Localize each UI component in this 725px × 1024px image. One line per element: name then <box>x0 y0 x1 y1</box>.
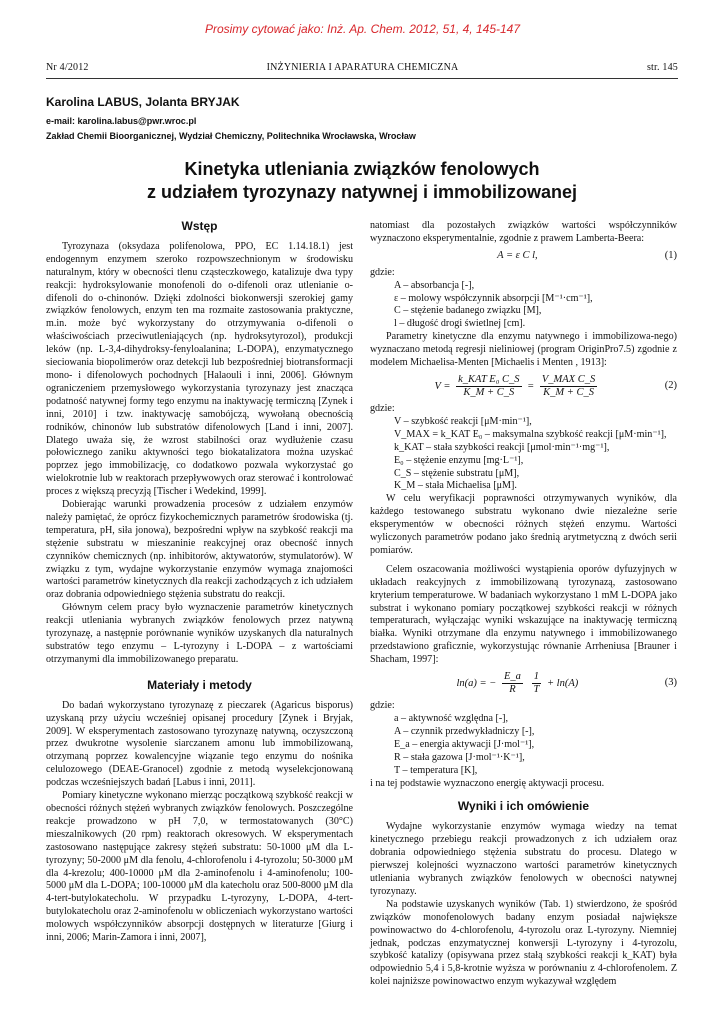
section-heading-results: Wyniki i ich omówienie <box>457 799 590 814</box>
affiliation: Zakład Chemii Bioorganicznej, Wydział Chemiczny, Politechnika Wrocławska, Wrocław <box>46 131 416 141</box>
paragraph: W celu weryfikacji poprawności otrzymywanych wyników, dla każdego testowanego substratu wykonano dwie niezależne serie eksperymentów w obecności różnych stężeń enzymu. Wartości wyliczonych parametrów podano jako średnią arytmetyczną z dwóch serii pomiarów. <box>370 493 677 556</box>
section-heading-methods: Materiały i metody <box>147 677 252 692</box>
paragraph: Celem oszacowania możliwości wystąpienia oporów dyfuzyjnych w układach reakcyjnych z immobilizowaną tyrozynazą, zastosowano kryterium temperaturowe. W badaniach wykorzystano 1 mM L-DOPA jako substrat i wykonano pomiary początkowej szybkości reakcji w różnych temperaturach, wyłączając wyniki wskazujące na inaktywację termiczną białka. Wyniki otrzymane dla enzymu natywnego i immobilizowanego przedstawiono graficznie, wykorzystując równanie Arrheniusa [Brauner i Shacham, 1997]: <box>370 563 677 666</box>
equation-body: V = $\frac{\text{k\_KAT E₀ C\_S}}{K\_M + C\_S}$ = $\frac{\text{V\_MAX C\_S}}{K\_M + C\_S}$ <box>434 373 596 398</box>
paragraph: Pomiary kinetyczne wykonano mierząc początkową szybkość reakcji w obecności różnych stężeń wybranych związków fenolowych. Poszczególne reakcje prowadzono w pH 7,0, w termostatowanych (30°C) mieszalnikowych (20 rpm) reaktorach okresowych. W eksperymentach zastosowano następujące zakresy stężeń substratu: 50-1000 μM dla L-tyrozyny; 50-2000 μM dla fenolu, 4-chlorofenolu i 4-tyrozolu; 50-3000 μM dla 4-krezolu; 400-10000 μM dla 2-aminofenolu i 4-aminofenolu; 100-5000 μM dla L-DOPA; 100-10000 μM dla katecholu oraz 500-8000 μM dla 4-tert-butylokatecholu. W przypadku L-tyrozyny, L-DOPA, 4-tert-butylokatecholu oraz 2-aminofenolu w obliczeniach wykorzystano wartości molowych współczynników absorpcji dostępnych w literaturze [Giurg i inni, 2006; Marin-Zamora i inni, 2007], <box>46 790 353 944</box>
denominator: K_M + C_S <box>463 386 515 398</box>
fraction <box>540 374 597 399</box>
definition-item: K_M – stała Michaelisa [μM]. <box>394 480 517 492</box>
paragraph: Do badań wykorzystano tyrozynazę z pieczarek (Agaricus bisporus) uzyskaną przy użyciu wcześniej opisanej procedury [Zynek i Bryjak, 2009]. W eksperymentach zastosowano tyrozynazę natywną, oczyszczoną przez dwukrotne wysolenie siarczanem amonu lub immobilizowaną, otrzymaną poprzez kowalencyjne wiązanie tego enzymu do nośnika celulozowego (DEAE-Granocel) zgodnie z metodą wyselekcjonowaną podczas wcześniejszych badań [Labus i inni, 2011]. <box>46 699 353 789</box>
definition-item: a – aktywność względna [-], <box>394 713 509 724</box>
page-number: str. 145 <box>646 62 678 73</box>
where-label: gdzie: <box>370 402 395 414</box>
eq3-rhs: + ln(A) <box>546 678 579 689</box>
paragraph: Parametry kinetyczne dla enzymu natywnego i immobilizowa-nego) wyznaczano metodą regresji nieliniowej (program OriginPro7.5) zgodnie z modelem Michaelisa-Menten [Michaelis i Menten , 1913]: <box>370 331 677 369</box>
paragraph: Na podstawie uzyskanych wyników (Tab. 1) stwierdzono, że spośród związków monofenolowych badany enzym posiadał największe powinowactwo do 4-chlorofenolu, 4-tyrozolu oraz L-tyrozyny. Niemniej jednak, podczas enzymatycznej konwersji L-tyrozyny i 4-tyrozolu, szybkość katalizy (opisywana przez stałą szybkości reakcji k_KAT) była odpowiednio 5,4 i 5,8-krotnie wyższa w porównaniu z 4-chlorofenolem. Z kolei najniższe powinowactwo enzym wykazywał względem <box>370 898 677 988</box>
definition-item: A – absorbancja [-], <box>394 279 475 291</box>
numerator: k_KAT E₀ C_S <box>458 373 520 385</box>
equation-number: (3) <box>664 677 677 689</box>
paragraph: Dobierając warunki prowadzenia procesów z udziałem enzymów należy pamiętać, że oprócz fizykochemicznych parametrów środowiska (tj. temperatura, pH, siła jonowa), bezpośredni wpływ na szybkość reakcji ma stężenie substratu w mieszaninie reakcyjnej oraz obecność innych czynników chemicznych (np. inhibitorów, aktywatorów, stymulatorów). W związku z tym, wydajne wykorzystanie enzymów wymaga znajomości wartości parametrów kinetycznych dla reakcji zachodzących z ich udziałem oraz dobrania odpowiedniego stężenia substratu do reakcji. <box>46 499 353 601</box>
fraction <box>502 671 523 696</box>
definition-item: A – czynnik przedwykładniczy [-], <box>394 725 535 737</box>
definition-item: T – temperatura [K], <box>394 764 478 776</box>
equation-number: (2) <box>664 380 677 392</box>
email: e-mail: karolina.labus@pwr.wroc.pl <box>46 116 197 126</box>
equation-2 <box>370 374 677 399</box>
definitions-3 <box>370 713 677 778</box>
definition-item: l – długość drogi świetlnej [cm]. <box>394 318 526 330</box>
numerator: E_a <box>503 671 521 683</box>
equation-body <box>370 671 665 696</box>
paragraph: Tyrozynaza (oksydaza polifenolowa, PPO, EC 1.14.18.1) jest endogennym enzymem szeroko rozpowszechnionym w środowisku naturalnym, który w obecności tlenu cząsteczkowego, katalizuje dwa typy reakcji: hydroksylowanie monofenoli do o-difenoli oraz utlenianie o-difenoli do o-chinonów. Dzięki zdolności biokonwersji szerokiej gamy związków fenolowych, enzym ten ma rozmaite zastosowania praktyczne, m.in. może być wykorzystany do otrzymywania o-difenoli o właściwościach przeciwutleniających (np. hydroksytyrozol), produkcji leków (np. L-3,4-dihydroksy-fenyloalanina; L-DOPA), enzymatycznego sieciowania biopolimerów oraz detekcji lub bezpośredniej biotransformacji mono- i difenolowych pochodnych [Halaouli i inni, 2006]. Głównym ograniczeniem przemysłowego wykorzystania tyrozynazy jest znacząca podatność natywnej formy tego enzymu na inaktywację termiczną [Zynek i inni, 2010] i tzw. inaktywację samobójczą, wywołaną obecnością rodników, chinonów lub substratów difenolowych [Land i inni, 2007]. Dlatego uważa się, że wzrost stabilności oraz wydłużenie czasu połowicznego zaniku aktywności tego biokatalizatora można uzyskać poprzez jego immobilizację, co dodatkowo pozwala wykorzystać go wielokrotnie lub w reaktorach przepływowych oraz sterować i kontrolować proces z większą precyzją [Tischer i Wedekind, 1999]. <box>46 240 353 498</box>
definition-item: V_MAX = k_KAT E₀ – maksymalna szybkość reakcji [μM·min⁻¹], <box>394 428 667 440</box>
paragraph: natomiast dla pozostałych związków wartości współczynników wyznaczono eksperymentalnie, zgodnie z prawem Lamberta-Beera: <box>370 220 677 244</box>
equation-3 <box>370 671 677 696</box>
definition-item: V – szybkość reakcji [μM·min⁻¹], <box>394 415 532 427</box>
eq3-lhs: ln(a) = − <box>456 678 497 689</box>
denominator: K_M + C_S <box>543 386 594 398</box>
numerator: V_MAX C_S <box>541 373 596 385</box>
issue-number: Nr 4/2012 <box>46 62 89 73</box>
numerator: 1 <box>533 671 540 683</box>
title-line-2: z udziałem tyrozynazy natywnej i immobilizowanej <box>146 182 578 202</box>
paragraph: Głównym celem pracy było wyznaczenie parametrów kinetycznych reakcji utleniania wybranych związków fenolowych przez natywną tyrozynazę, a następnie porównanie wyników uzyskanych dla naturalnych substratów tego enzymu – L-tyrozyny i L-DOPA – z wartościami otrzymanymi dla immobilizowanego preparatu. <box>46 602 353 665</box>
fraction <box>456 374 521 399</box>
where-label: gdzie: <box>370 266 395 278</box>
equation-body: A = ε C l, <box>497 249 538 261</box>
journal-name: INŻYNIERIA I APARATURA CHEMICZNA <box>266 62 459 73</box>
definition-item: E₀ – stężenie enzymu [mg·L⁻¹], <box>394 454 524 466</box>
header-rule <box>46 78 678 79</box>
section-heading-intro: Wstęp <box>181 219 218 233</box>
equation-number: (1) <box>664 249 677 261</box>
denominator: R <box>509 684 516 696</box>
denominator: T <box>533 684 540 696</box>
definition-item: C – stężenie badanego związku [M], <box>394 305 542 317</box>
fraction <box>532 671 542 696</box>
definition-item: R – stała gazowa [J·mol⁻¹·K⁻¹], <box>394 751 525 763</box>
paragraph: Wydajne wykorzystanie enzymów wymaga wiedzy na temat kinetycznego przebiegu reakcji prowadzonych z ich udziałem oraz dobrania odpowiedniego stężenia substratu do procesu. Dlatego w pierwszej kolejności wyznaczono wartości parametrów kinetycznych utleniania wybranych związków fenolowych w obecności natywnej tyrozynazy. <box>370 821 677 897</box>
definition-item: k_KAT – stała szybkości reakcji [μmol·min⁻¹·mg⁻¹], <box>394 441 610 453</box>
where-label: gdzie: <box>370 700 395 712</box>
left-column <box>46 220 353 945</box>
paragraph: i na tej podstawie wyznaczono energię aktywacji procesu. <box>370 777 605 789</box>
paper-title <box>46 158 678 204</box>
citation-note: Prosimy cytować jako: Inż. Ap. Chem. 2012, 51, 4, 145-147 <box>204 22 521 36</box>
right-column <box>370 220 677 989</box>
equation-1 <box>370 250 677 263</box>
definition-item: C_S – stężenie substratu [μM], <box>394 467 520 479</box>
title-line-1: Kinetyka utleniania związków fenolowych <box>184 159 540 179</box>
definition-item: ε – molowy współczynnik absorpcji [M⁻¹·cm⁻¹], <box>394 292 593 304</box>
eq2-lhs: V = <box>434 380 451 392</box>
definition-item: E_a – energia aktywacji [J·mol⁻¹], <box>394 738 535 750</box>
definitions-2 <box>370 416 677 493</box>
definitions-1 <box>370 280 677 332</box>
authors: Karolina LABUS, Jolanta BRYJAK <box>46 95 240 109</box>
